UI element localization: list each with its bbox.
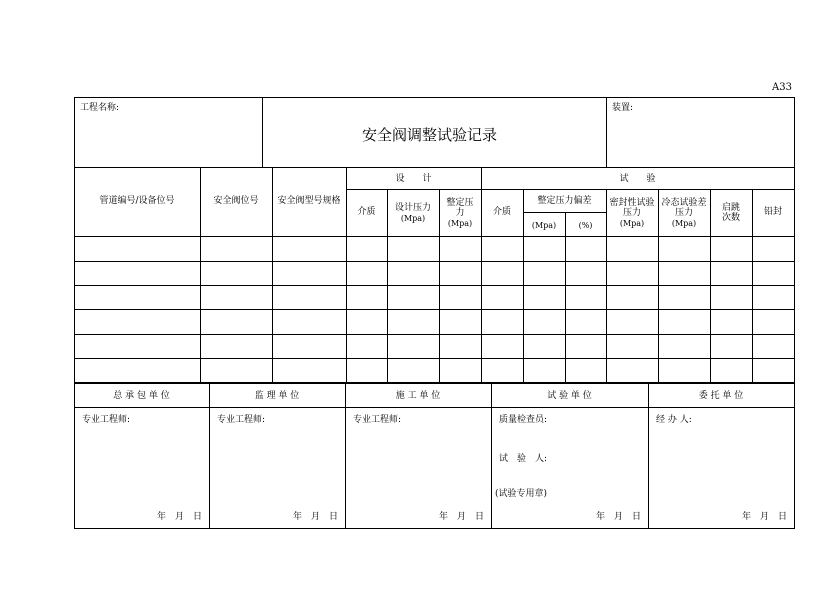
col-design-pressure-unit: (Mpa) — [400, 214, 426, 223]
col-deviation-mpa: (Mpa) — [531, 221, 557, 230]
unit-testing: 试 验 单 位 — [547, 391, 592, 401]
col-seal-test: 密封性试验 — [609, 198, 655, 208]
col-lead-seal: 铅封 — [763, 207, 782, 217]
table-row — [74, 358, 795, 359]
col-open-times: 启跳 — [721, 203, 740, 213]
role-inspector: 质量检查员: — [499, 415, 548, 425]
col-set-pressure: 整定压 — [446, 198, 474, 208]
unit-client: 委 托 单 位 — [698, 391, 744, 401]
col-valve-no: 安全阀位号 — [213, 196, 259, 206]
col-seal-test-2: 压力 — [622, 208, 641, 218]
role-engineer-3: 专业工程师: — [353, 415, 402, 425]
col-set-pressure-unit: (Mpa) — [447, 219, 473, 228]
page-title: 安全阀调整试验记录 — [362, 126, 498, 144]
tester-label: 试 验 人: — [499, 454, 548, 464]
role-engineer-1: 专业工程师: — [82, 415, 131, 425]
role-handler: 经 办 人: — [656, 415, 692, 425]
col-design-pressure: 设计压力 — [394, 203, 431, 213]
unit-supervision: 监 理 单 位 — [254, 391, 300, 401]
table-row — [74, 261, 795, 262]
col-valve-model: 安全阀型号规格 — [277, 196, 341, 206]
col-deviation-pct: (%) — [578, 221, 593, 230]
col-set-deviation: 整定压力偏差 — [537, 196, 592, 206]
col-test-medium: 介质 — [492, 207, 511, 217]
form-code: A33 — [772, 82, 792, 93]
role-engineer-2: 专业工程师: — [217, 415, 266, 425]
group-design: 设 计 — [395, 174, 432, 184]
date-3: 年 月 日 — [439, 512, 485, 522]
col-cold-diff-unit: (Mpa) — [671, 219, 697, 228]
col-open-times-2: 次数 — [721, 213, 740, 223]
col-cold-diff-2: 压力 — [674, 208, 693, 218]
col-set-pressure-2: 力 — [455, 208, 465, 218]
col-pipe-no: 管道编号/设备位号 — [99, 196, 175, 206]
table-row — [74, 334, 795, 335]
date-1: 年 月 日 — [157, 512, 203, 522]
date-2: 年 月 日 — [293, 512, 339, 522]
table-row — [74, 285, 795, 286]
stamp-label: (试验专用章) — [495, 489, 548, 499]
col-cold-diff: 冷态试验差 — [661, 198, 707, 208]
col-design-medium: 介质 — [357, 207, 376, 217]
col-seal-test-unit: (Mpa) — [619, 219, 645, 228]
date-4: 年 月 日 — [596, 512, 642, 522]
device-label: 装置: — [612, 103, 634, 113]
table-row — [74, 309, 795, 310]
date-5: 年 月 日 — [742, 512, 788, 522]
unit-general-contractor: 总 承 包 单 位 — [113, 391, 170, 401]
unit-construction: 施 工 单 位 — [395, 391, 441, 401]
group-test: 试 验 — [619, 174, 656, 184]
project-name-label: 工程名称: — [80, 103, 120, 113]
